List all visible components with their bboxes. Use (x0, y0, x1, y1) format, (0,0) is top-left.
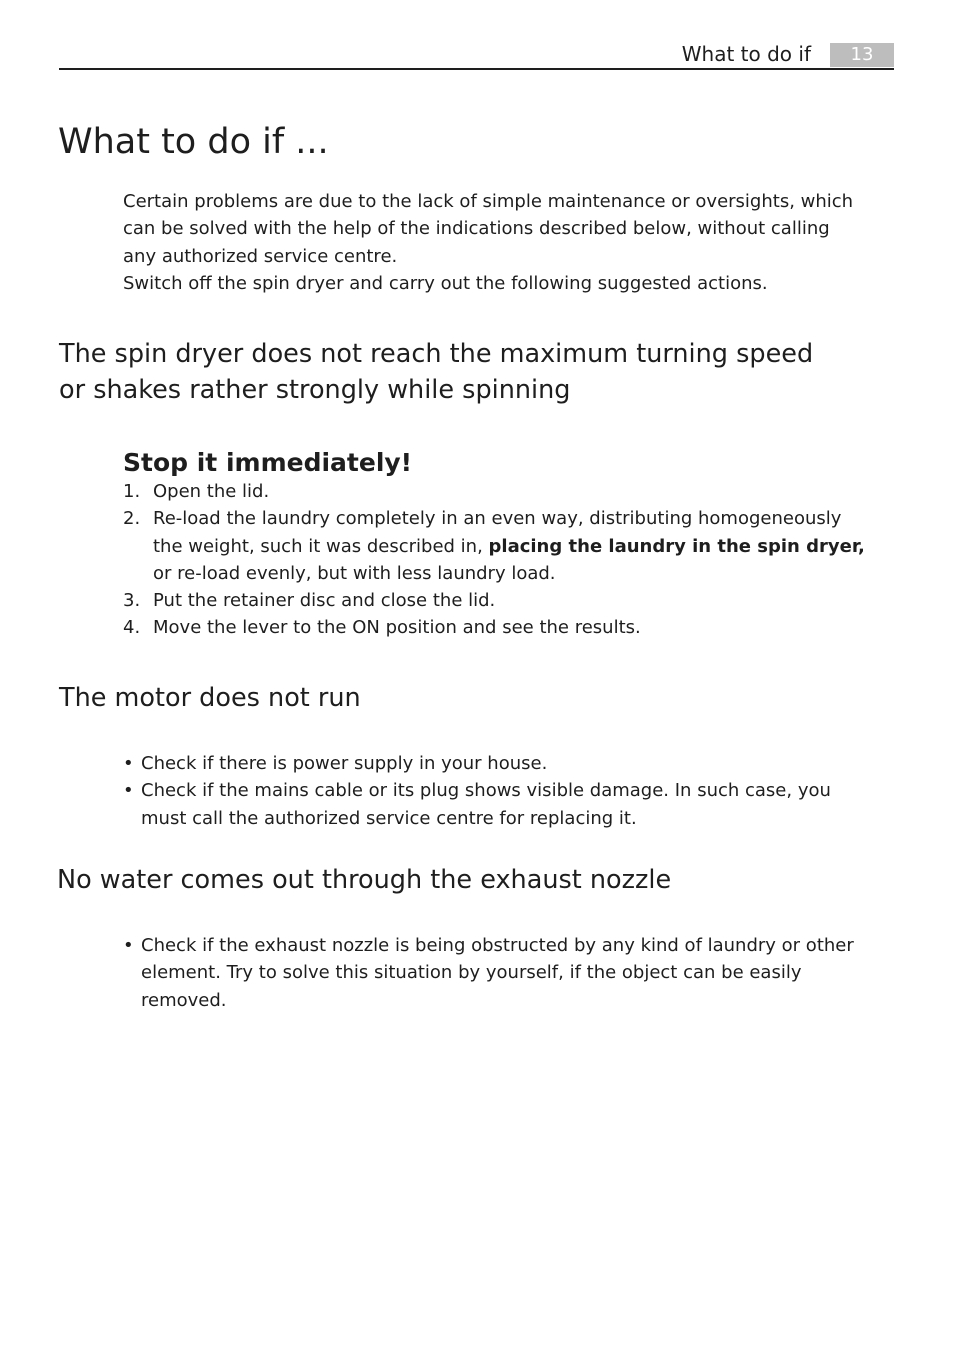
step-number: 1. (123, 481, 141, 502)
step-text: Put the retainer disc and close the lid. (153, 590, 496, 612)
step-text: Open the lid. (153, 481, 270, 502)
list-item-text: Check if the mains cable or its plug shows visible damage. In such case, you (141, 780, 831, 802)
list-item (123, 932, 854, 1014)
step-text: the weight, such it was described in, (153, 535, 489, 557)
step-number: 4. (123, 617, 141, 639)
step-item (123, 505, 865, 587)
step-number: 3. (123, 590, 141, 612)
motor-checklist (123, 750, 831, 832)
step-item (123, 478, 865, 505)
page-number-badge: 13 (830, 43, 894, 67)
bullet-glyph: • (123, 780, 134, 802)
list-item-text: Check if the exhaust nozzle is being obstructed by any kind of laundry or other (141, 935, 854, 956)
intro-line: Certain problems are due to the lack of simple maintenance or oversights, which (123, 191, 854, 212)
header-rule (59, 68, 894, 70)
step-text: Move the lever to the ON position and see the results. (153, 617, 641, 639)
intro-instruction: Switch off the spin dryer and carry out the following suggested actions. (123, 273, 768, 294)
intro-line: can be solved with the help of the indications described below, without calling (123, 218, 830, 240)
bullet-glyph: • (123, 935, 134, 956)
step-text: or re-load evenly, but with less laundry load. (153, 562, 556, 584)
list-item-text: removed. (141, 989, 227, 1011)
step-text-reference: placing the laundry in the spin dryer, (488, 535, 865, 557)
section-heading-water: No water comes out through the exhaust nozzle (57, 865, 672, 895)
list-item-text: element. Try to solve this situation by yourself, if the object can be easily (141, 962, 802, 984)
section-heading-line: The spin dryer does not reach the maximum turning speed (59, 339, 814, 369)
step-item (123, 614, 865, 641)
section-heading-line: or shakes rather strongly while spinning (59, 374, 571, 405)
section-heading-motor: The motor does not run (59, 683, 361, 713)
list-item-text: must call the authorized service centre for replacing it. (141, 807, 637, 829)
step-text: Re-load the laundry completely in an even way, distributing homogeneously (153, 508, 842, 530)
steps-list (123, 478, 865, 642)
stop-warning-heading: Stop it immediately! (123, 448, 413, 477)
section-heading-speed (59, 337, 813, 408)
list-item-text: Check if there is power supply in your house. (141, 753, 548, 774)
bullet-glyph: • (123, 753, 134, 774)
step-number: 2. (123, 508, 141, 530)
step-item (123, 587, 865, 614)
water-checklist (123, 932, 854, 1014)
list-item (123, 777, 831, 832)
intro-paragraph (123, 188, 853, 270)
page-title: What to do if ... (58, 122, 329, 162)
list-item (123, 750, 831, 777)
intro-line: any authorized service centre. (123, 245, 398, 267)
running-header-title: What to do if (681, 42, 811, 66)
